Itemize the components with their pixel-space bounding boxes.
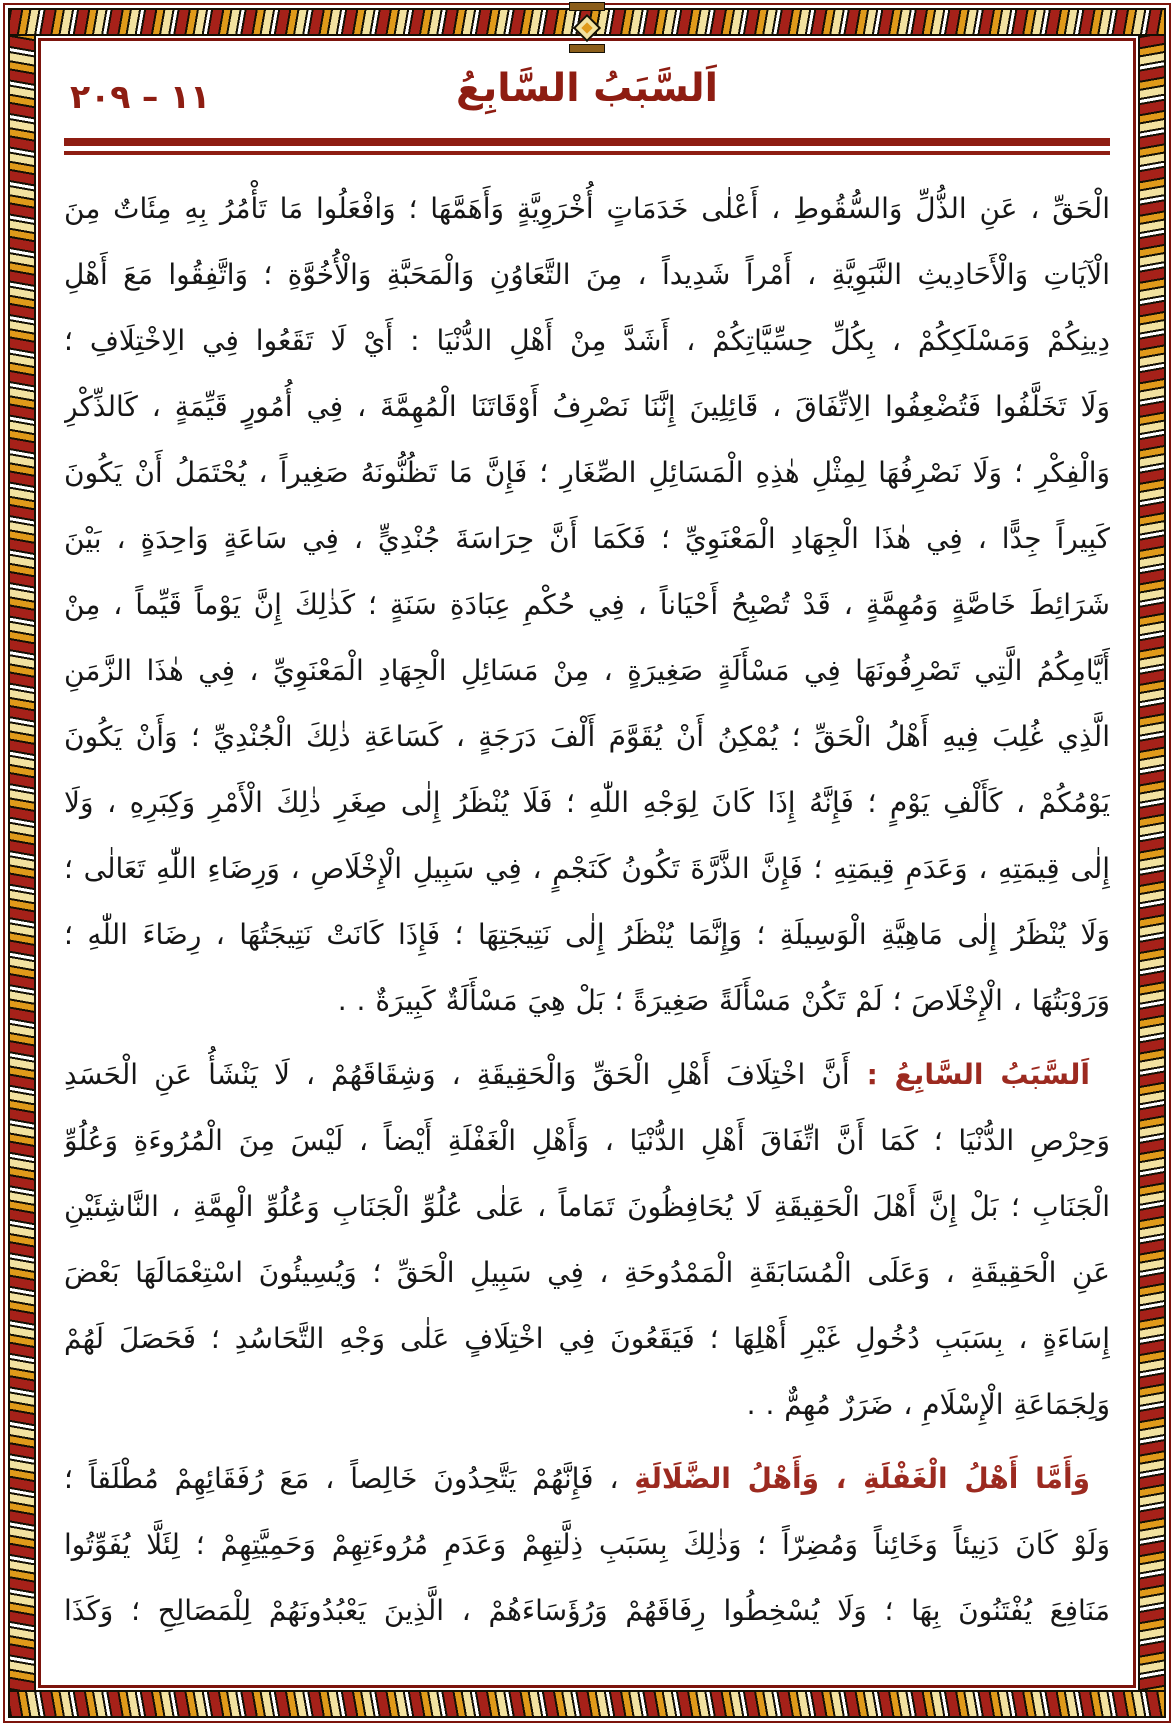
text-line xyxy=(64,308,1110,374)
text-segment: وَلِجَمَاعَةِ الْإِسْلَامِ ، ضَرَرٌ مُهِمٌّ . . xyxy=(746,1388,1110,1421)
text-segment: وَالْفِكْرِ ؛ وَلَا نَصْرِفُهَا لِمِثْلِ هٰذِهِ الْمَسَائِلِ الصِّغَارِ ؛ فَإِنَّ مَا تَظُنُّونَهُ صَغِيراً ، يُحْتَمَلُ أَنْ يَكُونَ xyxy=(64,456,1110,489)
border-chain-band-top xyxy=(8,8,1166,36)
text-segment: عَنِ الْحَقِيقَةِ ، وَعَلَى الْمُسَابَقَةِ الْمَمْدُوحَةِ ، فِي سَبِيلِ الْحَقِّ ؛ وَيُسِيئُونَ اسْتِعْمَالَهَا بَعْضَ xyxy=(64,1256,1110,1289)
text-line xyxy=(64,1306,1110,1372)
text-line xyxy=(64,1578,1110,1644)
text-segment: وَلَا تَخَلَّفُوا فَتُضْعِفُوا الِاتِّفَاقَ ، قَائِلِينَ إِنَّنَا نَصْرِفُ أَوْقَاتَنَا الْمُهِمَّةَ ، فِي أُمُورٍ قَيِّمَةٍ ، كَالذِّكْرِ xyxy=(64,390,1110,423)
text-segment: دِينِكُمْ وَمَسْلَكِكُمْ ، بِكُلِّ حِسِّيَّاتِكُمْ ، أَشَدَّ مِنْ أَهْلِ الدُّنْيَا : أَيْ لَا تَقَعُوا فِي الِاخْتِلَافِ ؛ xyxy=(64,324,1110,357)
border-chain-band-right xyxy=(1138,34,1166,1692)
text-line xyxy=(64,638,1110,704)
text-line xyxy=(64,1108,1110,1174)
text-segment: الَّذِي غُلِبَ فِيهِ أَهْلُ الْحَقِّ ؛ يُمْكِنُ أَنْ يُقَوَّمَ أَلْفَ دَرَجَةٍ ، كَسَاعَةِ ذٰلِكَ الْجُنْدِيِّ ؛ وَأَنْ يَكُونَ xyxy=(64,720,1110,753)
text-segment: ، فَإِنَّهُمْ يَتَّحِدُونَ خَالِصاً ، مَعَ رُفَقَائِهِمْ مُطْلَقاً ؛ xyxy=(64,1462,635,1495)
text-line xyxy=(64,902,1110,968)
text-line xyxy=(64,704,1110,770)
title-double-rule xyxy=(64,138,1110,155)
text-segment: وَلَا يُنْظَرُ إِلٰى مَاهِيَّةِ الْوَسِيلَةِ ؛ وَإِنَّمَا يُنْظَرُ إِلٰى نَتِيجَتِهَا ؛ فَإِذَا كَانَتْ نَتِيجَتُهَا ، رِضَاءَ اللّٰهِ ؛ xyxy=(64,918,1110,951)
text-segment: وَلَوْ كَانَ دَنِيئاً وَخَائِناً وَمُضِرّاً ؛ وَذٰلِكَ بِسَبَبِ ذِلَّتِهِمْ وَعَدَمِ مُرُوءَتِهِمْ وَحَمِيَّتِهِمْ ؛ لِئَلَّا يُفَوِّتُوا xyxy=(64,1528,1110,1561)
border-chain-band-bottom xyxy=(8,1690,1166,1718)
text-line xyxy=(64,242,1110,308)
text-segment: أَنَّ اخْتِلَافَ أَهْلِ الْحَقِّ وَالْحَقِيقَةِ ، وَشِقَاقَهُمْ ، لَا يَنْشَأُ عَنِ الْحَسَدِ xyxy=(64,1058,850,1091)
text-line xyxy=(64,1512,1110,1578)
text-segment: كَبِيراً جِدًّا ، فِي هٰذَا الْجِهَادِ الْمَعْنَوِيِّ ؛ فَكَمَا أَنَّ حِرَاسَةَ جُنْدِيٍّ ، فِي سَاعَةٍ وَاحِدَةٍ ، بَيْنَ xyxy=(64,522,1110,555)
text-segment: وَحِرْصِ الدُّنْيَا ؛ كَمَا أَنَّ اتِّفَاقَ أَهْلِ الدُّنْيَا ، وَأَهْلِ الْغَفْلَةِ أَيْضاً ، لَيْسَ مِنَ الْمُرُوءَةِ وَعُلُوِّ xyxy=(64,1124,1110,1157)
text-segment: مَنَافِعَ يُفْتَنُونَ بِهَا ؛ وَلَا يُسْخِطُوا رِفَاقَهُمْ وَرُؤَسَاءَهُمْ ، الَّذِينَ يَعْبُدُونَهُمْ لِلْمَصَالِحِ ؛ وَكَذَا xyxy=(64,1594,1110,1627)
text-line xyxy=(64,770,1110,836)
text-line xyxy=(64,968,1110,1034)
paragraph xyxy=(64,1042,1110,1438)
text-line xyxy=(64,374,1110,440)
text-segment: الْحَقِّ ، عَنِ الذُّلِّ وَالسُّقُوطِ ، أَعْلٰى خَدَمَاتٍ أُخْرَوِيَّةٍ وَأَهَمَّهَا ؛ وَافْعَلُوا مَا تَأْمُرُ بِهِ مِئَاتٌ مِنَ xyxy=(64,192,1110,225)
text-line xyxy=(64,506,1110,572)
text-line xyxy=(64,1240,1110,1306)
inline-red-heading: اَلسَّبَبُ السَّابِعُ : xyxy=(849,1058,1090,1091)
text-segment: الْآيَاتِ وَالْأَحَادِيثِ النَّبَوِيَّةِ ، أَمْراً شَدِيداً ، مِنَ التَّعَاوُنِ وَالْمَحَبَّةِ وَالْأُخُوَّةِ ؛ وَاتَّفِقُوا مَعَ أَهْلِ xyxy=(64,258,1110,291)
text-segment: وَرَوْبَتُهَا ، الْإِخْلَاصَ ؛ لَمْ تَكُنْ مَسْأَلَةً صَغِيرَةً ؛ بَلْ هِيَ مَسْأَلَةٌ كَبِيرَةٌ . . xyxy=(337,984,1110,1017)
text-segment: يَوْمُكُمْ ، كَأَلْفِ يَوْمٍ ؛ فَإِنَّهُ إِذَا كَانَ لِوَجْهِ اللّٰهِ ؛ فَلَا يُنْظَرُ إِلٰى صِغَرِ ذٰلِكَ الْأَمْرِ وَكِبَرِهِ ، وَلَا xyxy=(64,786,1110,819)
page-title: اَلسَّبَبُ السَّابِعُ xyxy=(455,66,719,111)
text-line xyxy=(64,1446,1110,1512)
page-number: ١١ – ٢٠٩ xyxy=(70,77,211,116)
paragraph xyxy=(64,1446,1110,1644)
text-line xyxy=(64,1174,1110,1240)
text-line xyxy=(64,176,1110,242)
text-line xyxy=(64,836,1110,902)
body-text xyxy=(64,176,1110,1680)
text-segment: شَرَائِطَ خَاصَّةٍ وَمُهِمَّةٍ ، قَدْ تُصْبِحُ أَحْيَاناً ، فِي حُكْمِ عِبَادَةِ سَنَةٍ ؛ كَذٰلِكَ إِنَّ يَوْماً قَيِّماً ، مِنْ xyxy=(64,588,1110,621)
text-segment: إِسَاءَةٍ ، بِسَبَبِ دُخُولِ غَيْرِ أَهْلِهَا ؛ فَيَقَعُونَ فِي اخْتِلَافٍ عَلٰى وَجْهِ التَّحَاسُدِ ؛ فَحَصَلَ لَهُمْ xyxy=(64,1322,1110,1355)
page-header xyxy=(64,66,1110,162)
inline-red-heading: وَأَمَّا أَهْلُ الْغَفْلَةِ ، وَأَهْلُ الضَّلَالَةِ xyxy=(634,1462,1090,1495)
text-segment: أَيَّامِكُمُ الَّتِي تَصْرِفُونَهَا فِي مَسْأَلَةٍ صَغِيرَةٍ ، مِنْ مَسَائِلِ الْجِهَادِ الْمَعْنَوِيِّ ، فِي هٰذَا الزَّمَنِ xyxy=(64,654,1110,687)
text-segment: الْجَنَابِ ؛ بَلْ إِنَّ أَهْلَ الْحَقِيقَةِ لَا يُحَافِظُونَ تَمَاماً ، عَلٰى عُلُوِّ الْجَنَابِ وَعُلُوِّ الْهِمَّةِ ، النَّاشِئَيْنِ xyxy=(64,1190,1110,1223)
text-line xyxy=(64,1042,1110,1108)
text-segment: إِلٰى قِيمَتِهِ ، وَعَدَمِ قِيمَتِهِ ؛ فَإِنَّ الذَّرَّةَ تَكُونُ كَنَجْمٍ ، فِي سَبِيلِ الْإِخْلَاصِ ، وَرِضَاءِ اللّٰهِ تَعَالٰى ؛ xyxy=(64,852,1110,885)
text-line xyxy=(64,440,1110,506)
paragraph xyxy=(64,176,1110,1034)
text-line xyxy=(64,1372,1110,1438)
border-chain-band-left xyxy=(8,34,36,1692)
finial-bar-bottom xyxy=(569,44,605,53)
text-line xyxy=(64,572,1110,638)
